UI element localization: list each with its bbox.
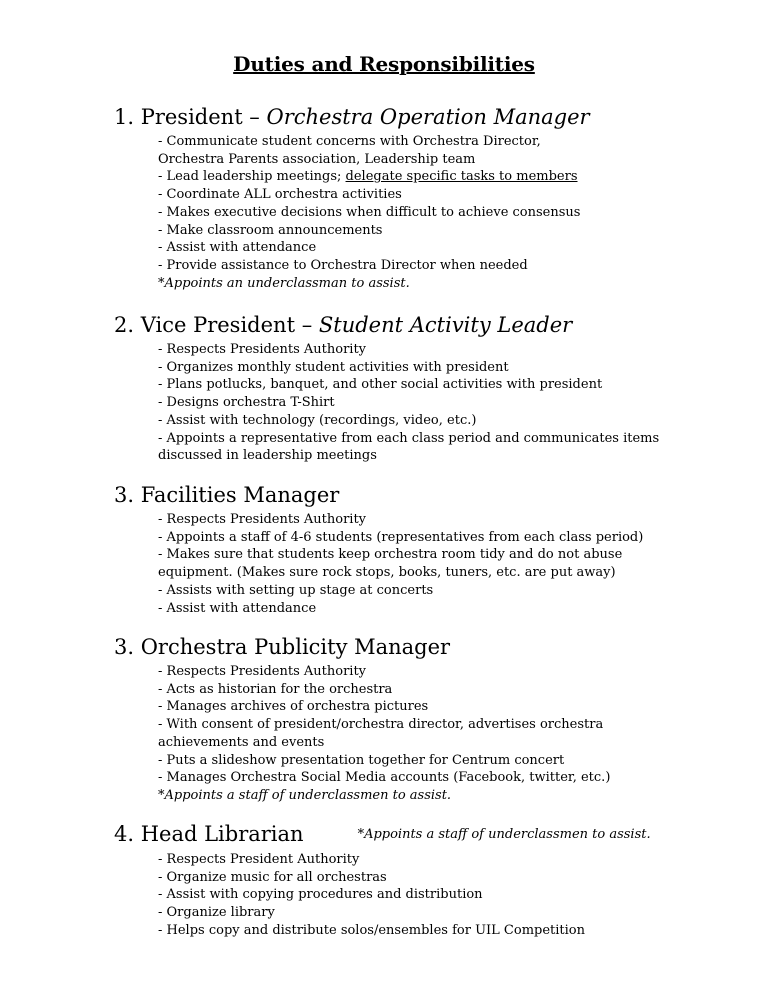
section-heading	[114, 634, 734, 660]
note-star: *	[158, 787, 165, 803]
list-item	[158, 168, 734, 186]
list-item: - Manages Orchestra Social Media accounts (Facebook, twitter, etc.)	[158, 770, 611, 786]
list-item: - Communicate student concerns with Orchestra Director,	[158, 134, 541, 149]
list-item: - Respects Presidents Authority	[158, 512, 367, 527]
section-publicity-manager	[114, 634, 734, 805]
duties-list	[114, 341, 734, 465]
list-item: - Acts as historian for the orchestra	[158, 681, 393, 697]
list-item: - Manages archives of orchestra pictures	[158, 699, 429, 715]
list-item: - Assist with attendance	[158, 240, 317, 256]
note-item	[158, 275, 734, 293]
duties-list	[114, 851, 734, 940]
section-heading	[114, 821, 734, 848]
underlined-text: delegate specific tasks to members	[345, 169, 578, 185]
list-item: - Make classroom announcements	[158, 222, 383, 238]
list-item-text: - Lead leadership meetings;	[158, 169, 346, 185]
list-item: - Makes executive decisions when difficult to achieve consensus	[158, 204, 581, 220]
section-heading	[114, 104, 734, 130]
page-title: Duties and Responsibilities	[233, 52, 535, 76]
note-star: *	[158, 275, 165, 291]
list-item: - Puts a slideshow presentation together for Centrum concert	[158, 752, 565, 768]
section-number-title: 3. Facilities Manager	[114, 483, 340, 507]
section-head-librarian	[114, 821, 734, 940]
duties-list	[114, 511, 734, 617]
list-item: - With consent of president/orchestra director, advertises orchestra	[158, 717, 604, 733]
list-item: - Assist with technology (recordings, video, etc.)	[158, 412, 477, 428]
section-facilities-manager	[114, 482, 734, 617]
list-item: - Makes sure that students keep orchestra room tidy and do not abuse	[158, 547, 623, 563]
list-item: - Assists with setting up stage at concerts	[158, 582, 434, 598]
section-president	[114, 104, 734, 292]
note-text: Appoints an underclassman to assist.	[164, 275, 410, 291]
list-item: - Helps copy and distribute solos/ensembles for UIL Competition	[158, 922, 586, 938]
list-item: - Respects President Authority	[158, 852, 360, 867]
list-item: achievements and events	[158, 734, 325, 750]
section-number-title: 1. President –	[114, 105, 267, 129]
section-heading	[114, 482, 734, 508]
list-item: - Designs orchestra T-Shirt	[158, 395, 335, 411]
section-subtitle: Student Activity Leader	[318, 313, 573, 337]
note-item	[158, 787, 734, 805]
section-heading	[114, 312, 734, 338]
note-text: Appoints a staff of underclassmen to assist.	[164, 787, 452, 803]
list-item: - Assist with copying procedures and distribution	[158, 887, 483, 903]
list-item: - Appoints a staff of 4-6 students (representatives from each class period)	[158, 529, 644, 545]
list-item: - Organizes monthly student activities with president	[158, 359, 509, 375]
list-item: - Respects Presidents Authority	[158, 664, 367, 679]
list-item: - Appoints a representative from each class period and communicates items	[158, 430, 660, 446]
section-number-title: 2. Vice President –	[114, 313, 319, 337]
list-item: - Assist with attendance	[158, 600, 317, 616]
section-subtitle: Orchestra Operation Manager	[266, 105, 590, 129]
list-item: discussed in leadership meetings	[158, 448, 377, 464]
list-item: - Provide assistance to Orchestra Director when needed	[158, 257, 528, 273]
list-item: - Organize library	[158, 905, 275, 921]
list-item: - Respects Presidents Authority	[158, 342, 367, 357]
heading-note: *Appoints a staff of underclassmen to assist.	[357, 827, 651, 842]
duties-list	[114, 663, 734, 805]
section-vice-president	[114, 312, 734, 465]
section-number-title: 4. Head Librarian	[114, 822, 304, 846]
list-item: Orchestra Parents association, Leadership team	[158, 151, 476, 167]
list-item: - Plans potlucks, banquet, and other social activities with president	[158, 377, 603, 393]
duties-list	[114, 133, 734, 292]
list-item: - Coordinate ALL orchestra activities	[158, 187, 402, 203]
list-item: - Organize music for all orchestras	[158, 869, 387, 885]
list-item: equipment. (Makes sure rock stops, books, tuners, etc. are put away)	[158, 565, 616, 581]
section-number-title: 3. Orchestra Publicity Manager	[114, 635, 451, 659]
